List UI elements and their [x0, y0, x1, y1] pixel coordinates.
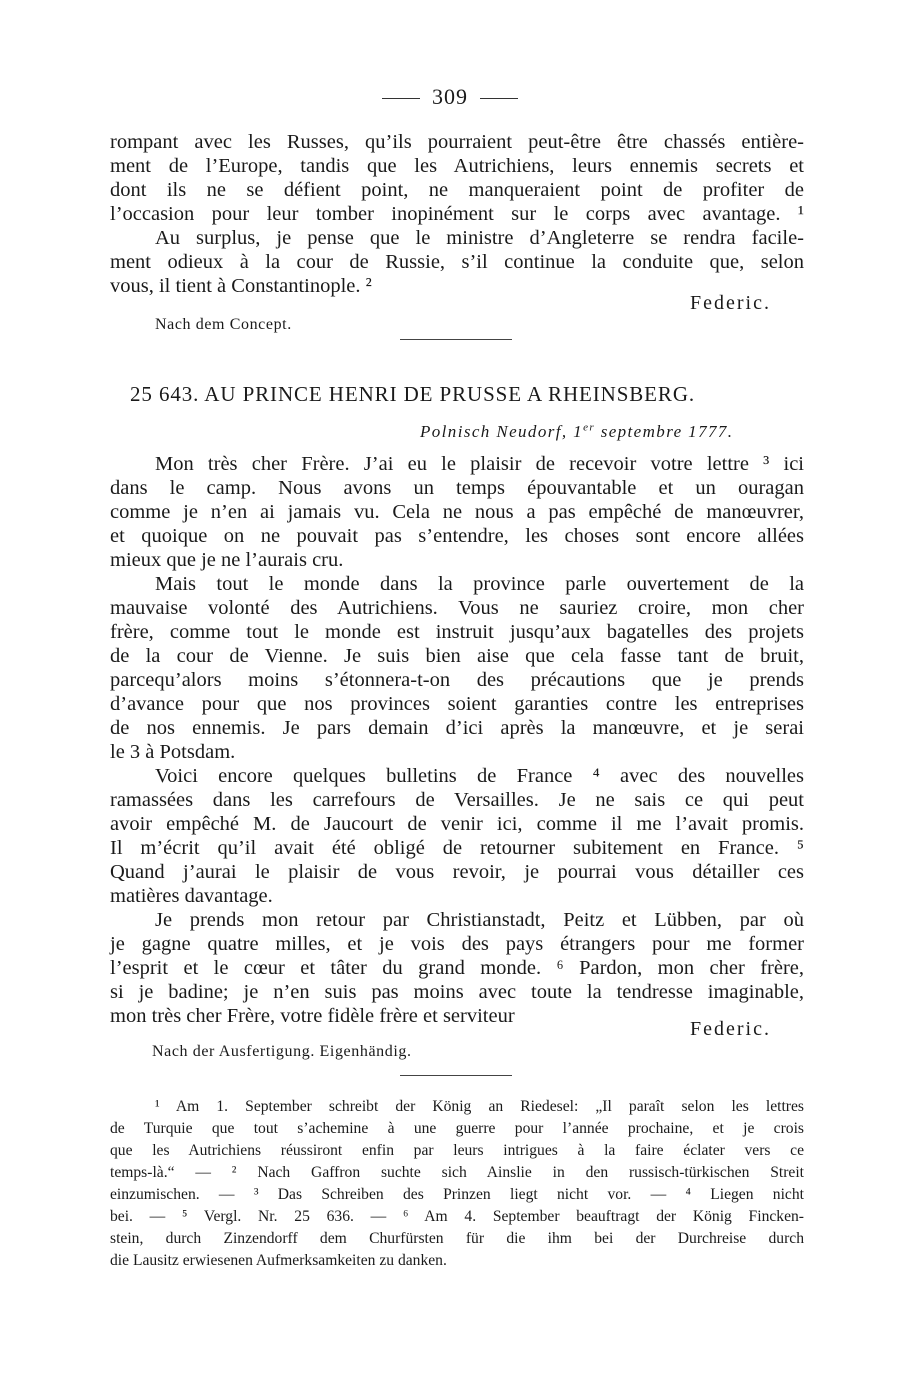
text-line: le 3 à Potsdam.: [110, 741, 236, 763]
header-rule-left: [382, 98, 420, 99]
text-line: je gagne quatre milles, et je vois des pays étrangers pour me former: [110, 933, 804, 955]
top-text-block: [110, 130, 804, 298]
page-header: [0, 84, 900, 110]
letter-paragraph-2: [110, 572, 804, 764]
header-rule-right: [480, 98, 518, 99]
section-separator: [400, 339, 512, 340]
dateline-place: Polnisch Neudorf, 1: [420, 422, 584, 441]
text-line: vous, il tient à Constantinople. ²: [110, 275, 372, 297]
text-line: Quand j’aurai le plaisir de vous revoir, je pourrai vous détailler ces: [110, 861, 804, 883]
footnote-line: ¹ Am 1. September schreibt der König an Riedesel: „Il paraît selon les lettres: [155, 1098, 804, 1115]
section-separator: [400, 1075, 512, 1076]
text-line: l’occasion pour leur tomber inopinément sur le corps avec avantage. ¹: [110, 203, 804, 225]
source-note: Nach dem Concept.: [155, 316, 292, 333]
letter-paragraph-4: [110, 908, 804, 1028]
text-line: Au surplus, je pense que le ministre d’Angleterre se rendra facile-: [155, 227, 804, 249]
dateline: [420, 422, 733, 442]
text-line: Je prends mon retour par Christianstadt, Peitz et Lübben, par où: [155, 909, 804, 931]
paragraph-2: [110, 226, 804, 298]
footnote-line: einzumischen. — ³ Das Schreiben des Prinzen liegt nicht vor. — ⁴ Liegen nicht: [110, 1186, 804, 1203]
footnote-line: bei. — ⁵ Vergl. Nr. 25 636. — ⁶ Am 4. September beauftragt der König Fincken-: [110, 1208, 804, 1225]
text-line: ment odieux à la cour de Russie, s’il continue la conduite que, selon: [110, 251, 804, 273]
text-line: l’esprit et le cœur et tâter du grand monde. ⁶ Pardon, mon cher frère,: [110, 957, 804, 979]
text-line: d’avance pour que nos provinces soient garanties contre les entreprises: [110, 693, 804, 715]
footnote-line: die Lausitz erwiesenen Aufmerksamkeiten zu danken.: [110, 1252, 447, 1269]
text-line: ment de l’Europe, tandis que les Autrichiens, leurs ennemis secrets et: [110, 155, 804, 177]
letter-text-block: [110, 452, 804, 1028]
text-line: Mon très cher Frère. J’ai eu le plaisir de recevoir votre lettre ³ ici: [155, 453, 804, 475]
signature: Federic.: [690, 292, 771, 314]
footnote-line: que les Autrichiens réussiront enfin par leurs intrigues à la faire éclater vers ce: [110, 1142, 804, 1159]
text-line: et quoique on ne pouvait pas s’entendre, les choses sont encore allées: [110, 525, 804, 547]
letter-heading: 25 643. AU PRINCE HENRI DE PRUSSE A RHEINSBERG.: [130, 382, 696, 406]
footnotes: [110, 1096, 804, 1272]
text-line: Il m’écrit qu’il avait été obligé de retourner subitement en France. ⁵: [110, 837, 804, 859]
footnote-line: temps-là.“ — ² Nach Gaffron suchte sich Ainslie in den russisch-türkischen Streit: [110, 1164, 804, 1181]
text-line: rompant avec les Russes, qu’ils pourraient peut-être être chassés entière-: [110, 131, 804, 153]
text-line: parcequ’alors moins s’étonnera-t-on des précautions que je prends: [110, 669, 804, 691]
text-line: mauvaise volonté des Autrichiens. Vous ne sauriez croire, mon cher: [110, 597, 804, 619]
text-line: de la cour de Vienne. Je suis bien aise que cela fasse tant de bruit,: [110, 645, 804, 667]
letter-paragraph-3: [110, 764, 804, 908]
footnote-line: stein, durch Zinzendorff dem Churfürsten für die ihm bei der Durchreise durch: [110, 1230, 804, 1247]
text-line: si je badine; je n’en suis pas moins avec toute la tendresse imaginable,: [110, 981, 804, 1003]
text-line: comme je n’en ai jamais vu. Cela ne nous a pas empêché de manœuvrer,: [110, 501, 804, 523]
text-line: mon très cher Frère, votre fidèle frère et serviteur: [110, 1005, 515, 1027]
text-line: de nos ennemis. Je pars demain d’ici après la manœuvre, et je serai: [110, 717, 804, 739]
text-line: matières davantage.: [110, 885, 273, 907]
page-number: 309: [432, 84, 468, 109]
text-line: Mais tout le monde dans la province parle ouvertement de la: [155, 573, 804, 595]
signature: Federic.: [690, 1018, 771, 1040]
text-line: avoir empêché M. de Jaucourt de venir ici, comme il me l’avait promis.: [110, 813, 804, 835]
text-line: ramassées dans les carrefours de Versailles. Je ne sais ce qui peut: [110, 789, 804, 811]
text-line: frère, comme tout le monde est instruit jusqu’aux bagatelles des projets: [110, 621, 804, 643]
text-line: Voici encore quelques bulletins de France ⁴ avec des nouvelles: [155, 765, 804, 787]
footnote-line: de Turquie que tout s’achemine à une guerre pour l’année prochaine, et je crois: [110, 1120, 804, 1137]
paragraph-1: [110, 130, 804, 226]
dateline-date: septembre 1777.: [595, 422, 734, 441]
dateline-sup: er: [583, 421, 596, 434]
text-line: dans le camp. Nous avons un temps épouvantable et un ouragan: [110, 477, 804, 499]
text-line: mieux que je ne l’aurais cru.: [110, 549, 344, 571]
text-line: dont ils ne se défient point, ne manqueraient point de profiter de: [110, 179, 804, 201]
letter-paragraph-1: [110, 452, 804, 572]
source-note: Nach der Ausfertigung. Eigenhändig.: [152, 1043, 412, 1060]
